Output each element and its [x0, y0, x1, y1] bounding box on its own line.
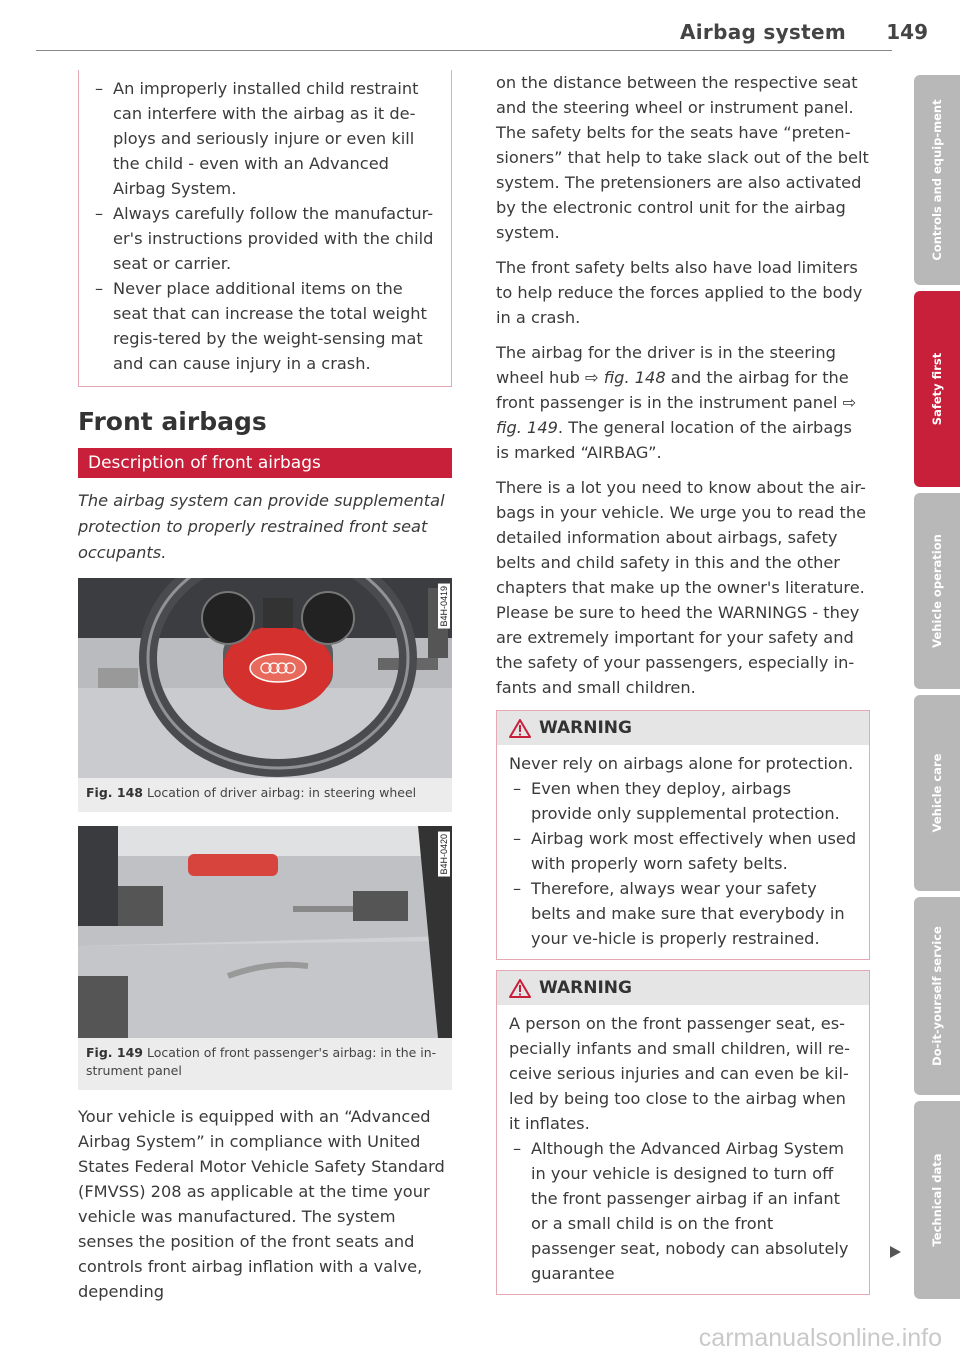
warning-title: WARNING: [539, 978, 632, 998]
text-run: and the airbag for the front passenger is in the instrument panel: [496, 368, 849, 412]
subsection-title: Description of front airbags: [78, 448, 452, 478]
warning-body: [497, 1005, 869, 1294]
figure-149-image: [78, 826, 452, 1038]
continue-arrow-icon: [890, 1246, 901, 1258]
figure-148-image: [78, 578, 452, 778]
tab-label: Safety first: [930, 352, 944, 426]
header-rule: [36, 50, 892, 51]
running-header-title: Airbag system: [680, 20, 846, 44]
warning-continuation-list: [91, 76, 439, 376]
figure-148-caption: [78, 778, 452, 812]
list-item: – Never place additional items on the seat that can increase the total weight regis-tered by the weight-sensing mat and can cause injury in a crash.: [91, 276, 439, 376]
tab-label: Controls and equip-ment: [930, 99, 944, 261]
tab-safety-first[interactable]: [914, 291, 960, 487]
tab-label: Do-it-yourself service: [930, 926, 944, 1066]
text-run: The airbag for the driver is in the steering wheel hub: [496, 343, 836, 387]
list-item: – Even when they deploy, airbags provide only supplemental protection.: [509, 776, 857, 826]
list-item: – Always carefully follow the manufactur-er's instructions provided with the child seat or carrier.: [91, 201, 439, 276]
section-title: Front airbags: [78, 407, 267, 436]
list-item: – Airbag work most effectively when used with properly worn safety belts.: [509, 826, 857, 876]
warning-title: WARNING: [539, 718, 632, 738]
figure-148-label: Fig. 148: [86, 785, 143, 800]
warning-triangle-icon: [509, 719, 531, 738]
tab-do-it-yourself-service[interactable]: [914, 897, 960, 1095]
figure-149-code: B4H-0420: [439, 834, 449, 875]
tab-label: Technical data: [930, 1153, 944, 1247]
left-column: [78, 70, 452, 1314]
paragraph: The front safety belts also have load limiters to help reduce the forces applied to the body in a crash.: [496, 258, 863, 327]
tab-controls-and-equipment[interactable]: [914, 75, 960, 285]
watermark: carmanualsonline.info: [698, 1324, 942, 1352]
warning-triangle-icon: [509, 979, 531, 998]
tab-technical-data[interactable]: [914, 1101, 960, 1299]
figure-148-code: B4H-0419: [439, 586, 449, 627]
figure-149-caption-text: Location of front passenger's airbag: in the in-strument panel: [86, 1045, 437, 1078]
paragraph: on the distance between the respective seat and the steering wheel or instrument panel. The safety belts for the seats have “preten-sioners” that help to take slack out of the belt system. The pretensioners are also activated by the electronic control unit for the airbag system.: [496, 73, 869, 242]
paragraph-with-refs: [496, 340, 870, 465]
figure-reference-link[interactable]: ⇨ fig. 149: [496, 393, 857, 437]
dashboard-illustration: [78, 826, 452, 1038]
tab-label: Vehicle operation: [930, 534, 944, 648]
figure-reference-link[interactable]: ⇨ fig. 148: [585, 368, 666, 387]
intro-text: The airbag system can provide supplemental protection to properly restrained front seat occupants.: [78, 491, 445, 562]
warning-box: [496, 970, 870, 1295]
warning-lead: Never rely on airbags alone for protection.: [509, 754, 854, 773]
warning-box: [496, 710, 870, 960]
tab-label: Vehicle care: [930, 753, 944, 833]
tab-vehicle-care[interactable]: [914, 695, 960, 891]
warning-body: [497, 745, 869, 959]
right-column: [496, 70, 870, 1305]
warning-list: [509, 1136, 857, 1286]
warning-list: [509, 776, 857, 951]
tab-vehicle-operation[interactable]: [914, 493, 960, 689]
steering-wheel-illustration: [78, 578, 452, 778]
figure-149-caption: [78, 1038, 452, 1090]
warning-header: [497, 971, 869, 1005]
text-run: . The general location of the airbags is marked “AIRBAG”.: [496, 418, 852, 462]
figure-149-label: Fig. 149: [86, 1045, 143, 1060]
warning-continuation-box: [78, 70, 452, 387]
list-item: – Therefore, always wear your safety belts and make sure that everybody in your ve-hicle is properly restrained.: [509, 876, 857, 951]
list-item: – An improperly installed child restraint can interfere with the airbag as it de-ploys and seriously injure or even kill the child - even with an Advanced Airbag System.: [91, 76, 439, 201]
figure-148-caption-text: Location of driver airbag: in steering wheel: [146, 785, 417, 800]
page-number: 149: [886, 20, 928, 44]
warning-lead: A person on the front passenger seat, es-pecially infants and small children, will re-ceive serious injuries and can even be kil-led by being too close to the airbag when it inflates.: [509, 1014, 850, 1133]
paragraph: Your vehicle is equipped with an “Advanced Airbag System” in compliance with United States Federal Motor Vehicle Safety Standard (FMVSS) 208 as applicable at the time your vehicle was manufactured. The system senses the position of the front seats and controls front airbag inflation with a valve, depending: [78, 1107, 445, 1301]
warning-header: [497, 711, 869, 745]
list-item: – Although the Advanced Airbag System in your vehicle is designed to turn off the front passenger airbag if an infant or a small child is on the front passenger seat, nobody can absolutely guarantee: [509, 1136, 857, 1286]
paragraph: There is a lot you need to know about the air-bags in your vehicle. We urge you to read the detailed information about airbags, safety belts and child safety in this and the other chapters that make up the owner's literature. Please be sure to heed the WARNINGS - they are extremely important for your safety and the safety of your passengers, especially in-fants and small children.: [496, 478, 867, 697]
